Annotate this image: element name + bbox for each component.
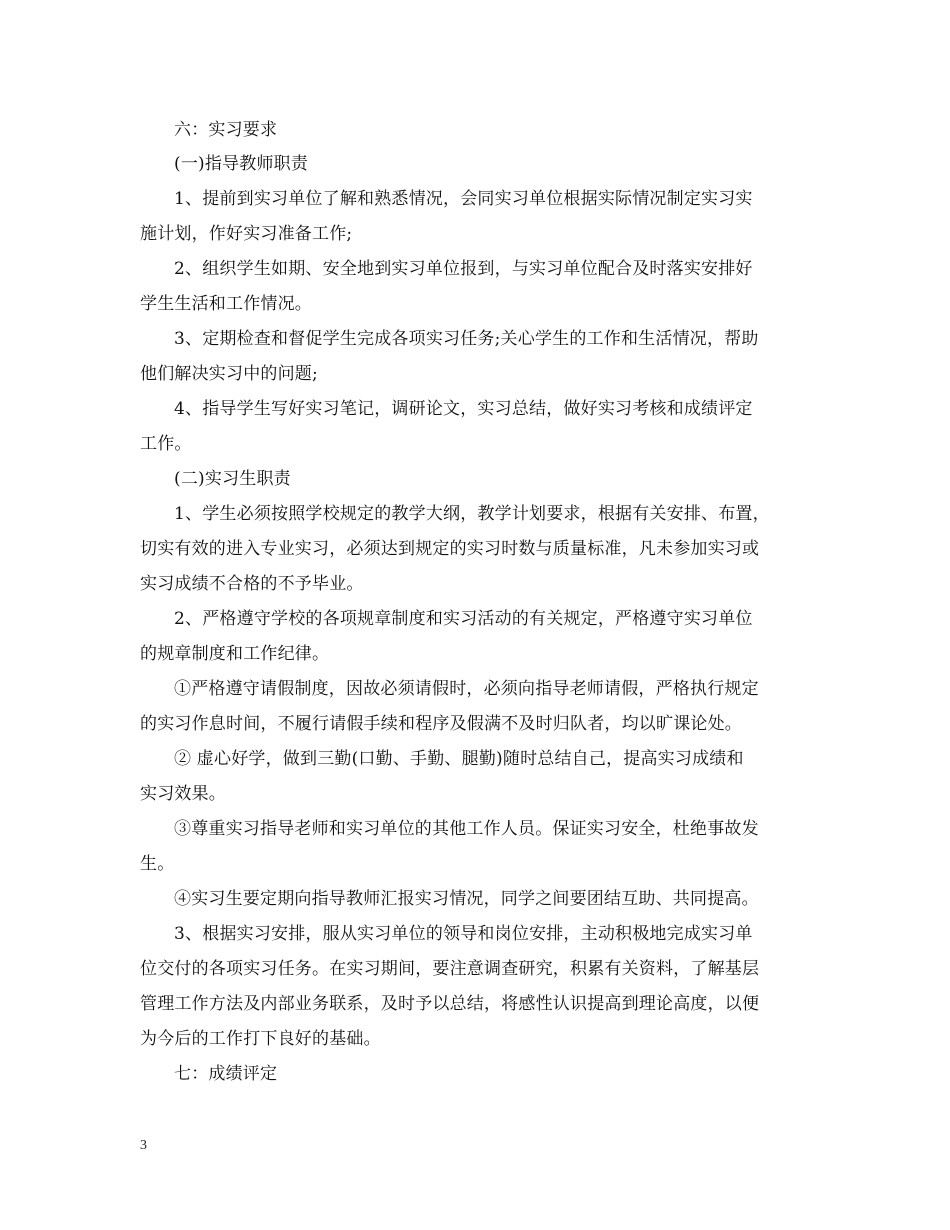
paragraph-line: 施计划，作好实习准备工作; <box>140 224 353 244</box>
paragraph-line: 切实有效的进入专业实习，必须达到规定的实习时数与质量标准，凡未参加实习或 <box>140 539 760 559</box>
paragraph-line: 实习成绩不合格的不予毕业。 <box>140 574 364 594</box>
paragraph-line: 工作。 <box>140 434 192 454</box>
paragraph-line: 的实习作息时间，不履行请假手续和程序及假满不及时归队者，均以旷课论处。 <box>140 714 742 734</box>
paragraph-line: 管理工作方法及内部业务联系，及时予以总结，将感性认识提高到理论高度，以便 <box>140 994 760 1014</box>
paragraph-line: ④实习生要定期向指导教师汇报实习情况，同学之间要团结互助、共同提高。 <box>174 889 759 909</box>
paragraph-line: ①严格遵守请假制度，因故必须请假时，必须向指导老师请假，严格执行规定 <box>174 679 759 699</box>
paragraph-line: 1、提前到实习单位了解和熟悉情况，会同实习单位根据实际情况制定实习实 <box>174 189 753 209</box>
subsection-heading: (一)指导教师职责 <box>174 154 309 174</box>
page-number: 3 <box>140 1138 147 1153</box>
paragraph-line: 1、学生必须按照学校规定的教学大纲，教学计划要求，根据有关安排、布置， <box>174 504 770 524</box>
paragraph-line: 4、指导学生写好实习笔记，调研论文，实习总结，做好实习考核和成绩评定 <box>174 399 753 419</box>
paragraph-line: 他们解决实习中的问题; <box>140 364 318 384</box>
paragraph-line: 3、定期检查和督促学生完成各项实习任务;关心学生的工作和生活情况，帮助 <box>174 329 759 349</box>
paragraph-line: 生。 <box>140 854 175 874</box>
paragraph-line: 位交付的各项实习任务。在实习期间，要注意调查研究，积累有关资料，了解基层 <box>140 959 760 979</box>
paragraph-line: 学生生活和工作情况。 <box>140 294 312 314</box>
paragraph-line: ③尊重实习指导老师和实习单位的其他工作人员。保证实习安全，杜绝事故发 <box>174 819 759 839</box>
paragraph-line: 2、组织学生如期、安全地到实习单位报到，与实习单位配合及时落实安排好 <box>174 259 753 279</box>
section-heading: 七：成绩评定 <box>174 1064 278 1084</box>
paragraph-line: 的规章制度和工作纪律。 <box>140 644 330 664</box>
subsection-heading: (二)实习生职责 <box>174 469 291 489</box>
paragraph-line: 3、根据实习安排，服从实习单位的领导和岗位安排，主动积极地完成实习单 <box>174 924 753 944</box>
paragraph-line: 2、严格遵守学校的各项规章制度和实习活动的有关规定，严格遵守实习单位 <box>174 609 753 629</box>
section-heading: 六：实习要求 <box>174 120 278 140</box>
paragraph-line: ② 虚心好学，做到三勤(口勤、手勤、腿勤)随时总结自己，提高实习成绩和 <box>174 749 744 769</box>
paragraph-line: 实习效果。 <box>140 784 226 804</box>
paragraph-line: 为今后的工作打下良好的基础。 <box>140 1029 381 1049</box>
